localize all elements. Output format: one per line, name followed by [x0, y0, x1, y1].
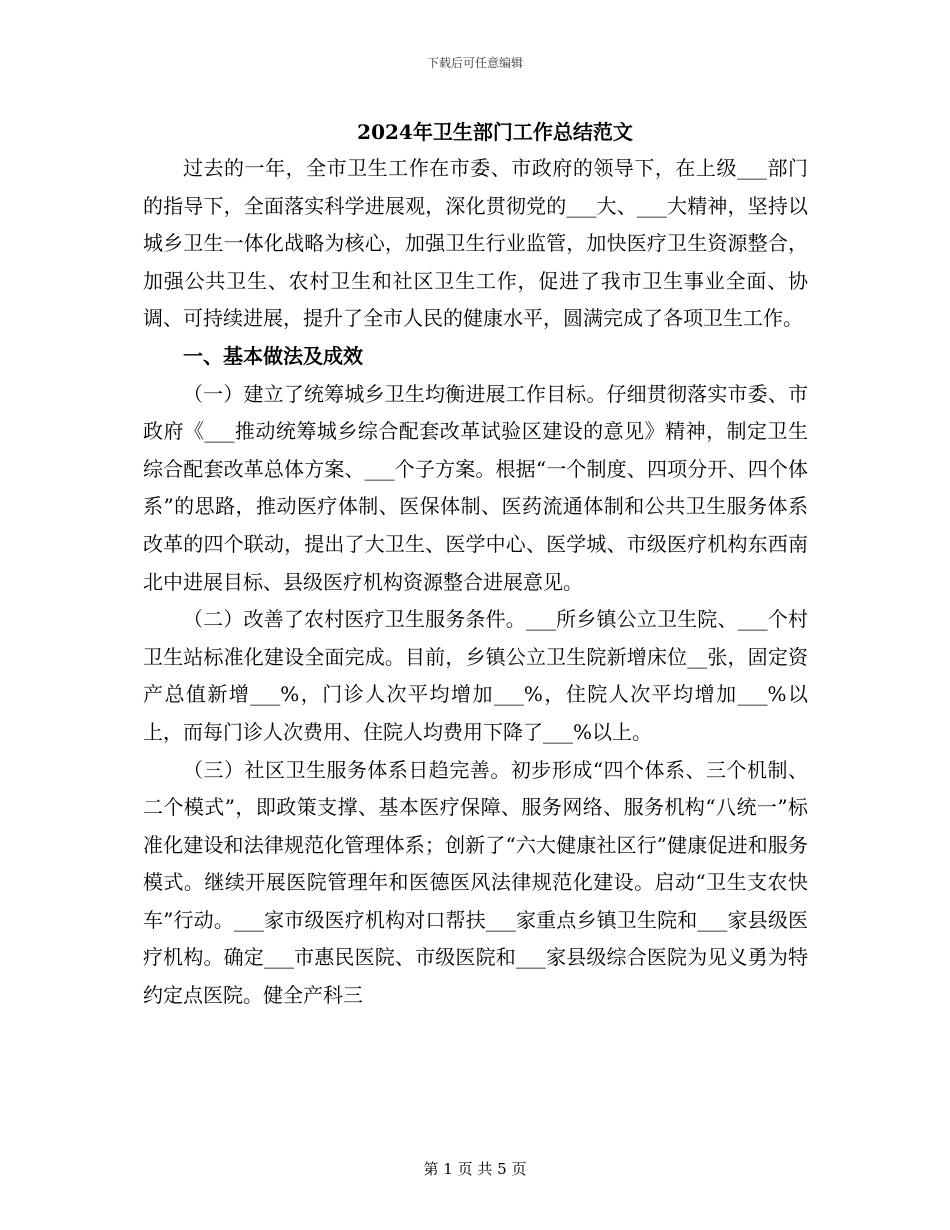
paragraph-item-2: （二）改善了农村医疗卫生服务条件。___所乡镇公立卫生院、___个村卫生站标准化建设全面完成。目前，乡镇公立卫生院新增床位__张，固定资产总值新增___%，门诊人次平均增加___%，住院人次平均增加___%以上，而每门诊人次费用、住院人均费用下降了___%以上。 — [143, 607, 808, 744]
section-heading: 一、基本做法及成效 — [183, 343, 363, 368]
page-indicator: 第 1 页 共 5 页 — [423, 1160, 527, 1178]
intro-paragraph: 过去的一年，全市卫生工作在市委、市政府的领导下，在上级___部门的指导下，全面落实科学进展观，深化贯彻党的___大、___大精神，坚持以城乡卫生一体化战略为核心，加强卫生行业监管，加快医疗卫生资源整合，加强公共卫生、农村卫生和社区卫生工作，促进了我市卫生事业全面、协调、可持续进展，提升了全市人民的健康水平，圆满完成了各项卫生工作。 — [143, 156, 808, 331]
header-note: 下载后可任意编辑 — [426, 56, 523, 70]
paragraph-item-3: （三）社区卫生服务体系日趋完善。初步形成“四个体系、三个机制、二个模式”，即政策支撑、基本医疗保障、服务网络、服务机构“八统一”标准化建设和法律规范化管理体系；创新了“六大健康社区行”健康促进和服务模式。继续开展医院管理年和医德医风法律规范化建设。启动“卫生支农快车”行动。___家市级医疗机构对口帮扶___家重点乡镇卫生院和___家县级医疗机构。确定___市惠民医院、市级医院和___家县级综合医院为见义勇为特约定点医院。健全产科三 — [143, 757, 808, 1008]
document-title: 2024年卫生部门工作总结范文 — [357, 120, 633, 144]
paragraph-item-1: （一）建立了统筹城乡卫生均衡进展工作目标。仔细贯彻落实市委、市政府《___推动统筹城乡综合配套改革试验区建设的意见》精神，制定卫生综合配套改革总体方案、___个子方案。根据“一个制度、四项分开、四个体系”的思路，推动医疗体制、医保体制、医药流通体制和公共卫生服务体系改革的四个联动，提出了大卫生、医学中心、医学城、市级医疗机构东西南北中进展目标、县级医疗机构资源整合进展意见。 — [143, 381, 808, 594]
document-body — [143, 150, 808, 1015]
